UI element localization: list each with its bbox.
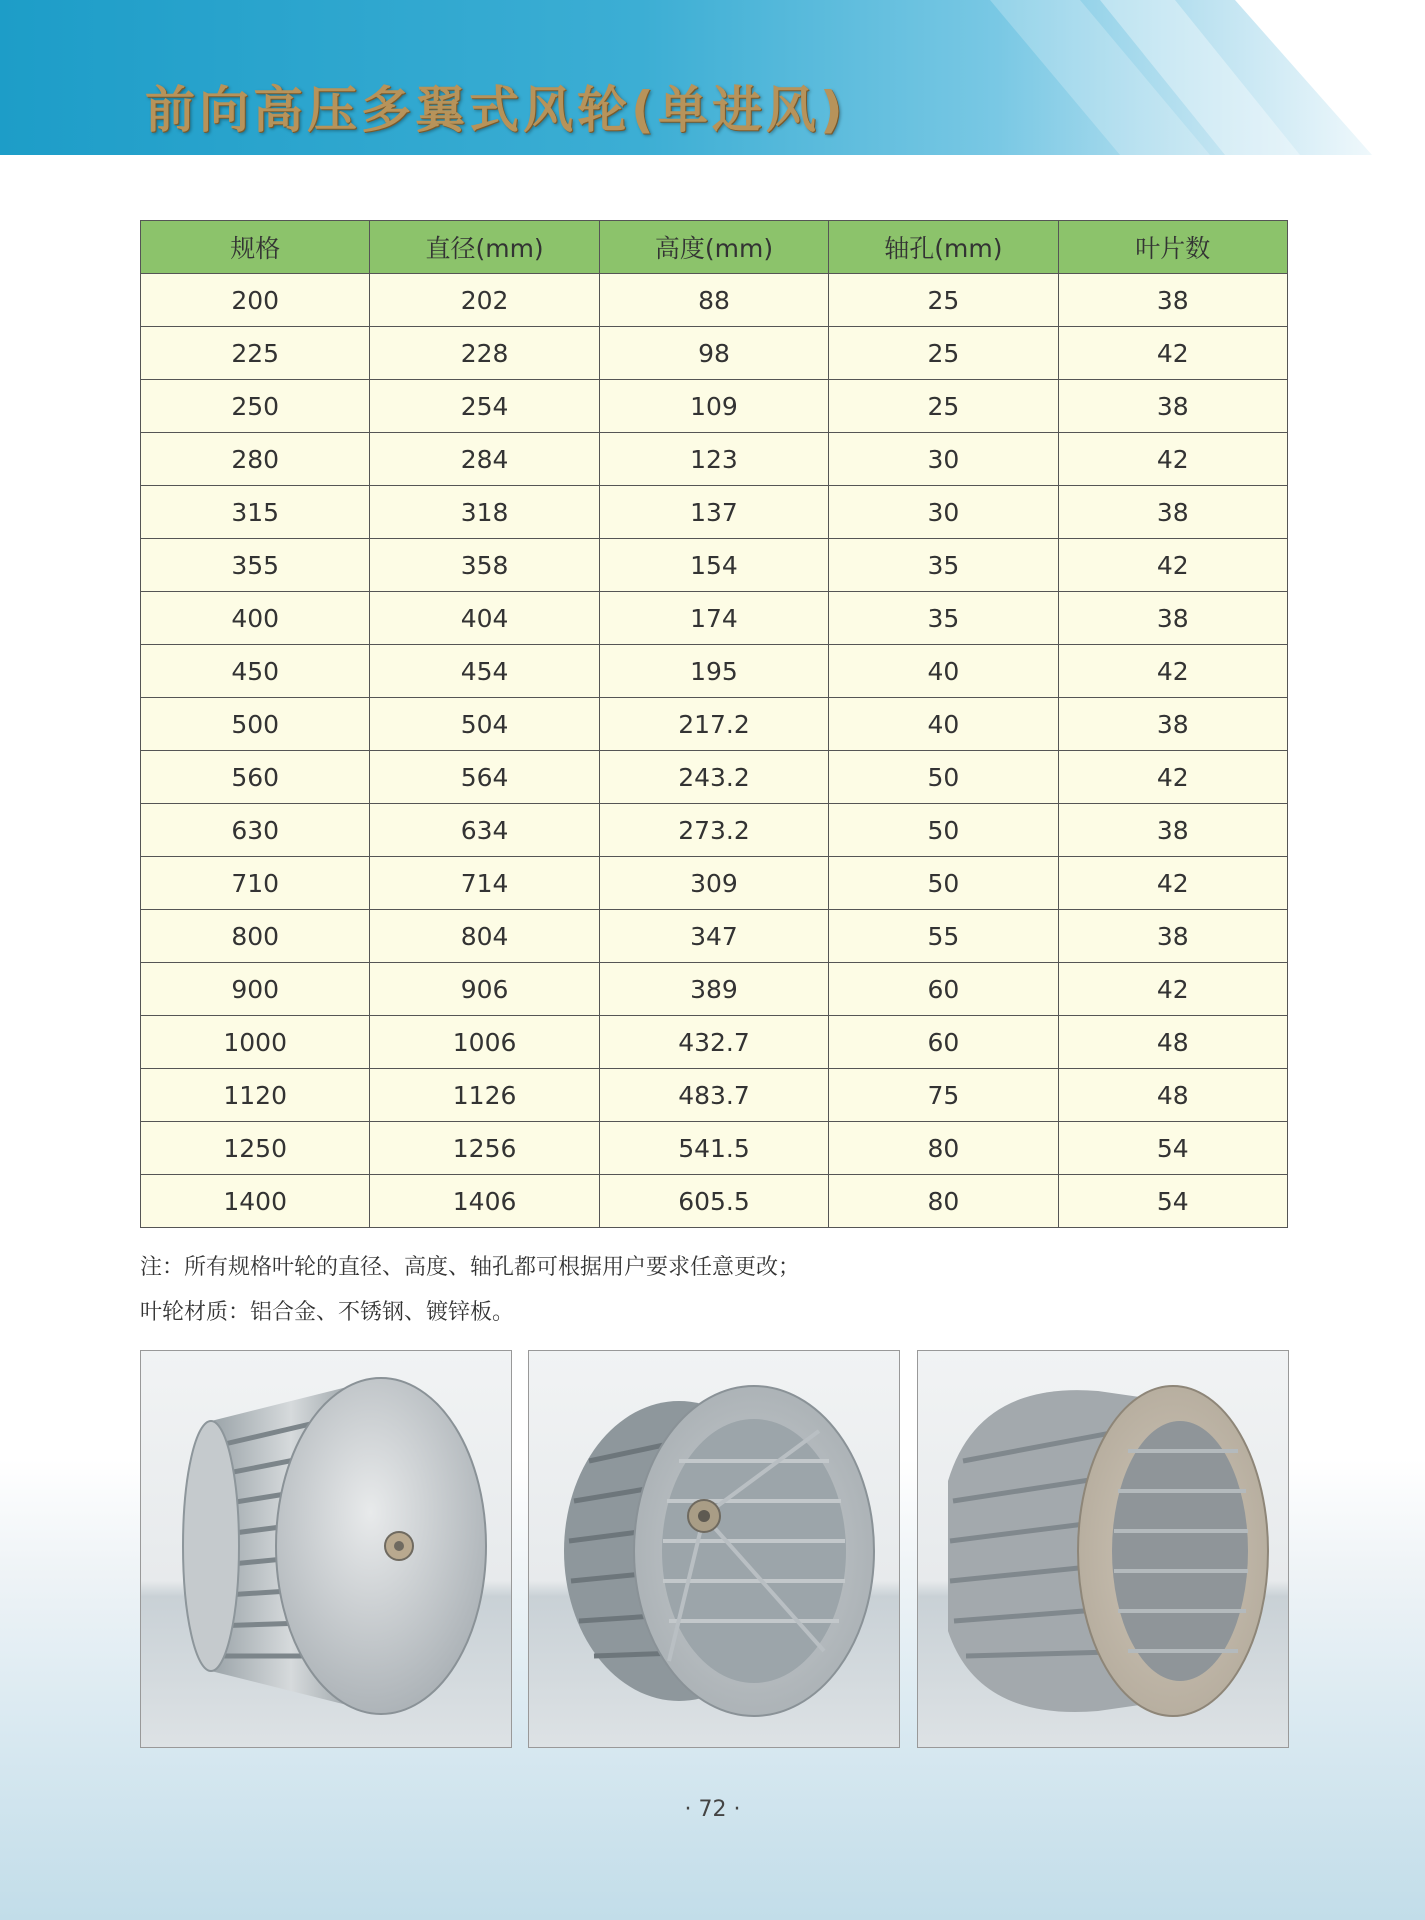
table-cell: 1400: [141, 1175, 370, 1228]
table-cell: 75: [829, 1069, 1058, 1122]
table-cell: 228: [370, 327, 599, 380]
impeller-photo: [917, 1350, 1289, 1748]
table-cell: 38: [1058, 274, 1287, 327]
page-number: · 72 ·: [684, 1797, 741, 1822]
table-cell: 30: [829, 433, 1058, 486]
table-cell: 318: [370, 486, 599, 539]
table-cell: 541.5: [599, 1122, 828, 1175]
table-cell: 38: [1058, 910, 1287, 963]
table-row: [141, 1175, 1288, 1228]
table-cell: 400: [141, 592, 370, 645]
table-cell: 80: [829, 1175, 1058, 1228]
header-banner: [0, 0, 1425, 155]
table-cell: 50: [829, 804, 1058, 857]
table-cell: 137: [599, 486, 828, 539]
table-body: [141, 274, 1288, 1228]
table-cell: 35: [829, 592, 1058, 645]
table-cell: 1250: [141, 1122, 370, 1175]
table-cell: 88: [599, 274, 828, 327]
table-cell: 42: [1058, 327, 1287, 380]
table-cell: 42: [1058, 645, 1287, 698]
table-cell: 389: [599, 963, 828, 1016]
table-cell: 605.5: [599, 1175, 828, 1228]
table-cell: 500: [141, 698, 370, 751]
table-cell: 35: [829, 539, 1058, 592]
table-cell: 38: [1058, 698, 1287, 751]
table-cell: 98: [599, 327, 828, 380]
table-cell: 202: [370, 274, 599, 327]
table-cell: 404: [370, 592, 599, 645]
table-cell: 630: [141, 804, 370, 857]
table-row: [141, 539, 1288, 592]
table-cell: 454: [370, 645, 599, 698]
table-cell: 123: [599, 433, 828, 486]
table-cell: 1256: [370, 1122, 599, 1175]
table-cell: 195: [599, 645, 828, 698]
table-cell: 38: [1058, 486, 1287, 539]
table-row: [141, 857, 1288, 910]
table-row: [141, 327, 1288, 380]
table-cell: 714: [370, 857, 599, 910]
table-cell: 225: [141, 327, 370, 380]
impeller-photo: [140, 1350, 512, 1748]
table-cell: 25: [829, 327, 1058, 380]
table-row: [141, 751, 1288, 804]
table-cell: 42: [1058, 963, 1287, 1016]
table-cell: 40: [829, 698, 1058, 751]
table-cell: 30: [829, 486, 1058, 539]
table-cell: 38: [1058, 592, 1287, 645]
table-cell: 800: [141, 910, 370, 963]
table-cell: 80: [829, 1122, 1058, 1175]
table-cell: 315: [141, 486, 370, 539]
table-cell: 48: [1058, 1069, 1287, 1122]
table-cell: 634: [370, 804, 599, 857]
table-cell: 564: [370, 751, 599, 804]
table-cell: 250: [141, 380, 370, 433]
table-cell: 560: [141, 751, 370, 804]
column-header: 叶片数: [1058, 221, 1287, 274]
table-row: [141, 433, 1288, 486]
table-cell: 347: [599, 910, 828, 963]
table-cell: 54: [1058, 1122, 1287, 1175]
table-cell: 60: [829, 963, 1058, 1016]
table-row: [141, 1016, 1288, 1069]
table-cell: 254: [370, 380, 599, 433]
table-cell: 60: [829, 1016, 1058, 1069]
table-cell: 1120: [141, 1069, 370, 1122]
table-cell: 154: [599, 539, 828, 592]
table-row: [141, 698, 1288, 751]
column-header: 高度(mm): [599, 221, 828, 274]
page-title: 前向高压多翼式风轮(单进风): [145, 81, 847, 139]
table-row: [141, 1069, 1288, 1122]
table-row: [141, 645, 1288, 698]
note-line: 注：所有规格叶轮的直径、高度、轴孔都可根据用户要求任意更改；: [140, 1255, 801, 1280]
table-cell: 1406: [370, 1175, 599, 1228]
table-cell: 40: [829, 645, 1058, 698]
column-header: 规格: [141, 221, 370, 274]
table-row: [141, 804, 1288, 857]
impeller-photo: [528, 1350, 900, 1748]
material-note: 叶轮材质：铝合金、不锈钢、镀锌板。: [140, 1300, 515, 1325]
table-cell: 710: [141, 857, 370, 910]
table-cell: 504: [370, 698, 599, 751]
table-cell: 200: [141, 274, 370, 327]
table-row: [141, 380, 1288, 433]
table-cell: 900: [141, 963, 370, 1016]
table-cell: 280: [141, 433, 370, 486]
table-cell: 804: [370, 910, 599, 963]
table-cell: 48: [1058, 1016, 1287, 1069]
table-cell: 1000: [141, 1016, 370, 1069]
table-cell: 906: [370, 963, 599, 1016]
table-row: [141, 592, 1288, 645]
table-cell: 109: [599, 380, 828, 433]
table-header-row: [141, 221, 1288, 274]
impeller-image: [918, 1351, 1288, 1747]
table-row: [141, 274, 1288, 327]
table-cell: 42: [1058, 751, 1287, 804]
impeller-image: [529, 1351, 899, 1747]
table-cell: 55: [829, 910, 1058, 963]
table-cell: 25: [829, 380, 1058, 433]
table-cell: 432.7: [599, 1016, 828, 1069]
table-row: [141, 910, 1288, 963]
table-cell: 483.7: [599, 1069, 828, 1122]
table-cell: 1126: [370, 1069, 599, 1122]
table-cell: 1006: [370, 1016, 599, 1069]
table-row: [141, 1122, 1288, 1175]
table-cell: 450: [141, 645, 370, 698]
table-cell: 38: [1058, 380, 1287, 433]
table-cell: 42: [1058, 433, 1287, 486]
table-cell: 273.2: [599, 804, 828, 857]
impeller-image: [141, 1351, 511, 1747]
table-cell: 358: [370, 539, 599, 592]
table-cell: 42: [1058, 857, 1287, 910]
table-cell: 50: [829, 857, 1058, 910]
spec-table: [140, 220, 1288, 1228]
table-cell: 25: [829, 274, 1058, 327]
column-header: 轴孔(mm): [829, 221, 1058, 274]
table-cell: 243.2: [599, 751, 828, 804]
table-cell: 355: [141, 539, 370, 592]
table-cell: 42: [1058, 539, 1287, 592]
column-header: 直径(mm): [370, 221, 599, 274]
table-cell: 284: [370, 433, 599, 486]
table-cell: 217.2: [599, 698, 828, 751]
table-cell: 54: [1058, 1175, 1287, 1228]
table-cell: 174: [599, 592, 828, 645]
table-cell: 50: [829, 751, 1058, 804]
table-row: [141, 963, 1288, 1016]
table-cell: 309: [599, 857, 828, 910]
table-row: [141, 486, 1288, 539]
table-cell: 38: [1058, 804, 1287, 857]
